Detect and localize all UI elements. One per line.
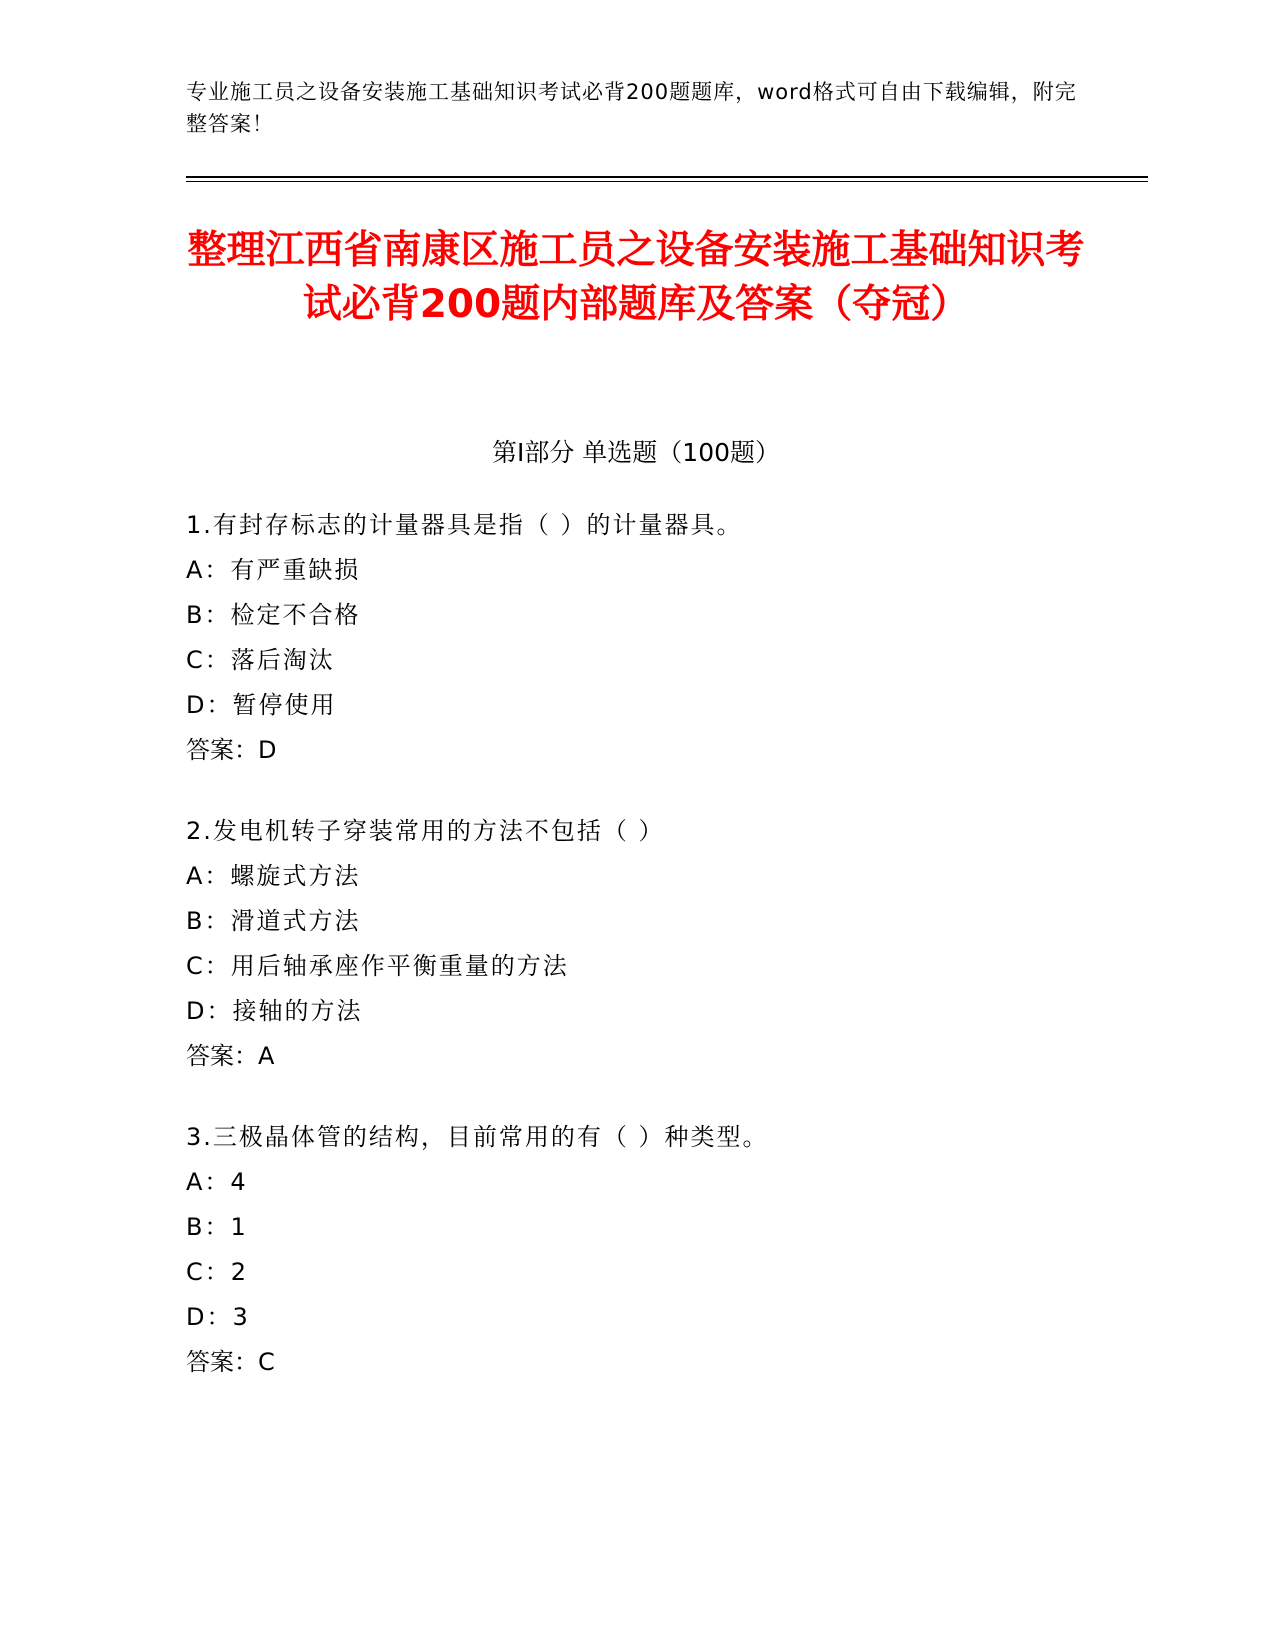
option-c: C：2 xyxy=(186,1258,249,1286)
option-d: D：3 xyxy=(186,1303,250,1331)
question-block xyxy=(186,503,1086,773)
option-b: B：滑道式方法 xyxy=(186,907,361,935)
option-a: A：有严重缺损 xyxy=(186,556,361,584)
question-stem: 1.有封存标志的计量器具是指（ ）的计量器具。 xyxy=(186,511,743,539)
question-stem: 3.三极晶体管的结构，目前常用的有（ ）种类型。 xyxy=(186,1123,769,1151)
question-stem: 2.发电机转子穿装常用的方法不包括（ ） xyxy=(186,817,665,845)
answer-line: 答案：D xyxy=(186,736,277,764)
option-c: C：落后淘汰 xyxy=(186,646,335,674)
option-d: D：暂停使用 xyxy=(186,691,337,719)
option-a: A：螺旋式方法 xyxy=(186,862,361,890)
option-c: C：用后轴承座作平衡重量的方法 xyxy=(186,952,569,980)
answer-line: 答案：C xyxy=(186,1348,275,1376)
header-note: 专业施工员之设备安装施工基础知识考试必背200题题库，word格式可自由下载编辑，附完整答案！ xyxy=(186,80,1077,136)
section-heading: 第I部分 单选题（100题） xyxy=(491,438,781,467)
option-a: A：4 xyxy=(186,1168,248,1196)
header-divider-thin xyxy=(186,181,1148,182)
option-d: D：接轴的方法 xyxy=(186,997,363,1025)
document-title: 整理江西省南康区施工员之设备安装施工基础知识考试必背200题内部题库及答案（夺冠） xyxy=(187,228,1085,327)
option-b: B：检定不合格 xyxy=(186,601,361,629)
answer-line: 答案：A xyxy=(186,1042,275,1070)
question-block xyxy=(186,1115,1086,1385)
option-b: B：1 xyxy=(186,1213,248,1241)
header-divider-thick xyxy=(186,176,1148,178)
question-block xyxy=(186,809,1086,1079)
